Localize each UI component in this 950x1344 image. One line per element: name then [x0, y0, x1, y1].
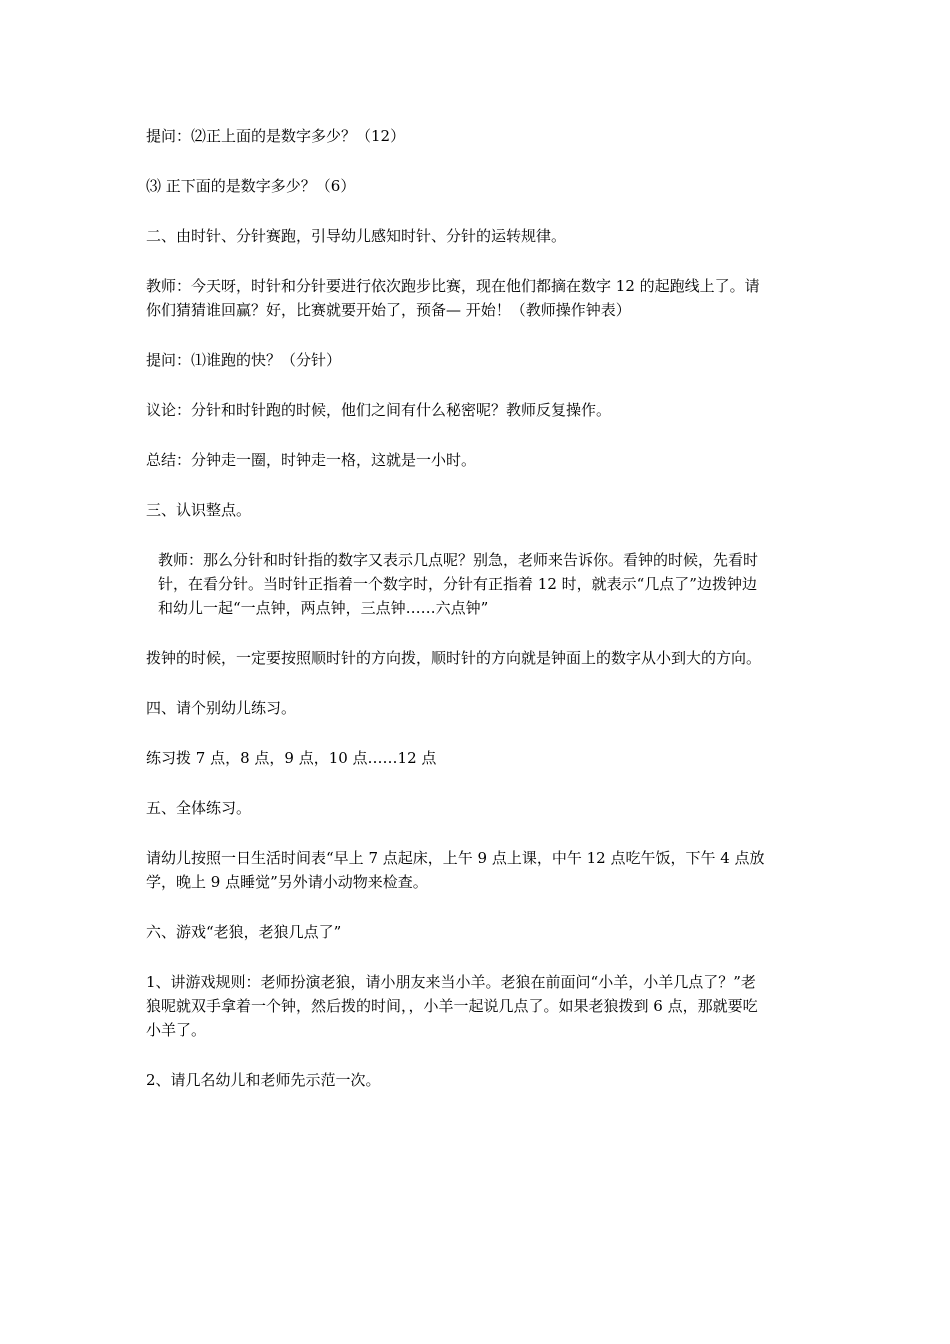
text-line: 拨钟的时候，一定要按照顺时针的方向拨，顺时针的方向就是钟面上的数字从小到大的方向。 — [146, 649, 762, 667]
section-heading-6 — [146, 920, 816, 944]
paragraph-discussion — [146, 398, 816, 422]
text-line: 二、由时针、分针赛跑，引导幼儿感知时针、分针的运转规律。 — [146, 227, 567, 245]
paragraph-teacher-hours — [146, 548, 816, 620]
text-line: 教师：今天呀，时针和分针要进行依次跑步比赛，现在他们都摘在数字 12 的起跑线上了。请 — [146, 277, 760, 295]
text-line: 1、讲游戏规则：老师扮演老狼，请小朋友来当小羊。老狼在前面问“小羊，小羊几点了？”老 — [146, 973, 756, 991]
paragraph-question-faster — [146, 348, 816, 372]
text-line: 总结：分钟走一圈，时钟走一格，这就是一小时。 — [146, 451, 477, 469]
text-line: 四、请个别幼儿练习。 — [146, 699, 297, 717]
paragraph-clockwise — [146, 646, 816, 670]
section-heading-4 — [146, 696, 816, 720]
text-line: 五、全体练习。 — [146, 799, 252, 817]
paragraph-practice — [146, 746, 816, 770]
text-line: 你们猜猜谁回赢？好，比赛就要开始了，预备— 开始！（教师操作钟表） — [146, 301, 631, 319]
paragraph-schedule — [146, 846, 816, 894]
text-line: 和幼儿一起“一点钟，两点钟，三点钟……六点钟” — [158, 599, 489, 617]
text-line: 提问：⑵正上面的是数字多少？（12） — [146, 127, 406, 145]
text-line: 针，在看分针。当时针正指着一个数字时，分针有正指着 12 时，就表示“几点了”边拨钟边 — [158, 575, 757, 593]
paragraph-game-rules — [146, 970, 816, 1042]
section-heading-2 — [146, 224, 816, 248]
paragraph-question-top — [146, 124, 816, 148]
section-heading-5 — [146, 796, 816, 820]
paragraph-teacher-race — [146, 274, 816, 322]
text-line: 提问：⑴谁跑的快？（分针） — [146, 351, 342, 369]
document-body — [146, 124, 816, 1118]
text-line: 六、游戏“老狼，老狼几点了” — [146, 923, 342, 941]
text-line: ⑶ 正下面的是数字多少？（6） — [146, 177, 356, 195]
text-line: 请幼儿按照一日生活时间表“早上 7 点起床，上午 9 点上课，中午 12 点吃午饭，下午 4 点放 — [146, 849, 765, 867]
text-line: 教师：那么分针和时针指的数字又表示几点呢？别急，老师来告诉你。看钟的时候，先看时 — [158, 551, 759, 569]
paragraph-question-bottom — [146, 174, 816, 198]
paragraph-demo — [146, 1068, 816, 1092]
text-line: 小羊了。 — [146, 1021, 207, 1039]
section-heading-3 — [146, 498, 816, 522]
text-line: 狼呢就双手拿着一个钟，然后拨的时间，，小羊一起说几点了。如果老狼拨到 6 点，那就要吃 — [146, 997, 758, 1015]
text-line: 议论：分针和时针跑的时候，他们之间有什么秘密呢？教师反复操作。 — [146, 401, 612, 419]
text-line: 练习拨 7 点，8 点，9 点，10 点……12 点 — [146, 749, 437, 767]
paragraph-summary — [146, 448, 816, 472]
text-line: 学，晚上 9 点睡觉”另外请小动物来检查。 — [146, 873, 428, 891]
text-line: 三、认识整点。 — [146, 501, 252, 519]
text-line: 2、请几名幼儿和老师先示范一次。 — [146, 1071, 381, 1089]
